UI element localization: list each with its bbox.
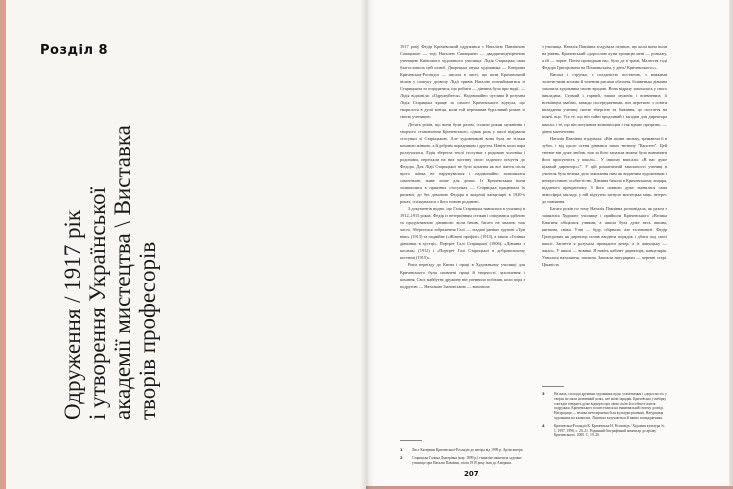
footnote-number: 1 [400, 447, 403, 452]
footnote-text: На жаль, спогади дружини художника щодо усамітнення і «дорослості» у творах не мали незвичний шлях, але мали зарядки. Кричевська у вибірку спогадів говорить дуже відверто про свою сім'ю й особисте життя подружжя. Кричевського пошестилися на змінювальній своєму досвіді. Натурщиця — велика нетолерантна біля культури рішення. Натурщиця художника на кламплях. Ліноваха залучаються й інших заощадженнях. [554, 392, 667, 420]
footnote [400, 448, 525, 453]
chapter-title-vertical [60, 90, 160, 420]
title-line: і утворення Української [85, 187, 110, 420]
paragraph: Десять років, що вони були разом, сплили рокам мужніння і творчого становлення Кричевського, однак роль у змозі відірвали стосунки зі Старицькою. Але художникові вона була не тільки коханою жінкою, а й добрим порадником і другом. Навіть коли пара розлучилася, Лідія зберегла теплі стосунки з родиною чоловіка і родичами, переїхали на них частину свого гаданого почуття до Федора. Для Лідії Старицької не було кохання як все життя після цього жінка не наружувалася і надзвичайно залишилася самотньою, живе лише для дочки. Із Кричевським вони залишилися в приязних стосунках — Старицька працювала їх рипевої, до без домовою Федора в академії канцелярії в 1920-х роках, спілкувалася з його новою родиною. [400, 121, 525, 205]
footnote-text: Кричевська-Росандіч К. Кричевська Н. Розповідь / Художня культура № 1, 1997. 1998, с. 20–21. Родинний біографічний коментар до архіву Кричевського. 2000. С. 19–20. [554, 423, 665, 438]
text-column-left [400, 43, 525, 290]
title-line: творів професорів [135, 241, 160, 420]
book-gutter [360, 0, 374, 489]
paragraph: Багато років по тому Наталія Павлівна розповідала, як разом з зашилися Художнє училище і прийшли Кричевського «Велика Княгиня обіцялася учнями, а школа була дуже весь пишна, квіткова, свіжа. Учні — буду, обірвали, але талановиті. Федір Григорович як директор почав вводити порядок і дбати под своєї школі. Запитти я розуміла провадити вечер, а із жиноцьку — жили». У школі — вовнка. Я навіть кабінет директора, канцелярія. Узвилася наталяння, заплина. Закикли натурщики — черевні старі. Цікавість [542, 206, 667, 268]
footnote [542, 392, 667, 421]
paragraph: Висока і струнка, з погданістю постаною, з важкими золотистими косами й точеним рисами обличчя, білявенька дівчина захопила художника своєю вродою. Вона відразу закохалась у свого викладача. Стимий і гарний, таким мужнім і впевненим; її всемінцем звабаю, завжди посередженими, він перетягає з совіти вкладання учениці своєю енергією та бажання, це постаття на пояні, вцо. Усе те, що він тайні вродливий і загадки для директора школи, і те, що він потужним живописцем і так вдмно прецизно, — дівно магнетично. [542, 72, 667, 134]
paragraph: 1917 року Федір Кричевський одружився з Наталією Павлівною Сапацькою — тоді Наталею Сапацькою — двадцятиоднорічною ученицею Київського художнього училища. Лідія Старицька сама благословила цей шлюб. Дворецька онука художника — Катерина Кричевська-Росандіч — писала в листі, що коли Кричевський пішов у пошуку дозволу Лідії тривів Наталію познайомитися зі Старицьком та порадитися, що робити — дівчина була при надії, — Лідія відповіла: «Одружуйтеся». Надзвичайно чутлива й розумна Лідія Старицька краще за самого Кричевського відчула, що творилося в душі митця, коли той переживав бурхливий роман зі своєю ученицею. [400, 44, 525, 120]
paragraph: Наталія Павлівна згадувала: «Він палив люльку, тримаючи її в зубах, і від цього осени рівнався запах тютюну "Капстен". Цей тютюн він дуже любив, тож за його запахом можна було визначити його присутність у школі»... У іншому вписали: «В нас дуже цікавий директор»»*. У цій романтичній закоханості учениці в учителя була велика доза закохання ним як видатним художником і непересічною особистістю. Дівчина бачила в Кричевському лицаря, відданого прекрасному. З його повною дуже змінилася сама атмосфера закладу, у ній відчутно загнуло мистецька міць, інтерес до навчання. [542, 135, 667, 205]
footnote-text: Старицька Галина Дмитрівна (нар. 1899 р.) гімназію закінчила художнє училище при Наталія Павлівні, після 1919 року їхав до Америки. [412, 455, 522, 465]
paragraph: з училища. Наталія Павлівна згадувала пізніше, що коли вони ішли на рівень, Кричевський «дорослою куни тропицю мені — розкажу, а їй — чорне. Потім проводжав нас, було де в трамі, Малюстя тоді Федора Григоровича на Пошаньськім, у день! Кричевського»». [542, 44, 667, 71]
text-column-right [542, 43, 667, 269]
footnotes-left [400, 448, 525, 468]
footnote-number: 4 [542, 422, 545, 428]
title-line: Одруження / 1917 рік [60, 209, 85, 420]
footnote [542, 424, 667, 438]
page-edge [729, 0, 733, 489]
footnote-number: 2 [400, 454, 403, 460]
title-line: академії мистецтва \ Виставка [110, 125, 135, 420]
footnote-number: 3 [542, 391, 545, 396]
footnotes-right [542, 392, 667, 441]
footnote [400, 456, 525, 466]
footnote-rule [400, 440, 422, 441]
chapter-label: Розділ 8 [40, 43, 109, 58]
paragraph: З документів видно, що Галя Старицька навчалася в училищі в 1912–1915 роках. Федір із нетерпінням стежив і опікувався здібною та продуктивною дівчиною: коли бачив, багато не хвалив, тож часто. Збереглися зображення Галі — згадані раніше групові «Три віки» (1913) та подвійне («Жіночі профілі» (1913), а також «Голівка дівчинки в хустці». Портрет Галі Старицької (1906), «Дівчина з косами» (1912) і «Портрет Галі Старицької в добровольчому костюмі (1915)». [400, 206, 525, 261]
footnote-text: Лист Катерини Кричевської-Росандіч до автора від 1999 р. Архів автора. [412, 448, 524, 452]
left-page [0, 0, 366, 489]
footnote-rule [542, 386, 564, 387]
page-number: 207 [464, 470, 479, 478]
paragraph: Роки переїзду до Києва і праці в Художньому училищі для Кричевського були сповнені праці й творчості, захоплення і кохання. Своє майбутнє дружину він упевнило побачив, коли пора з подругою — Наталкою Ізановською — вихопила [400, 262, 525, 289]
page-accent-strip [0, 0, 6, 489]
